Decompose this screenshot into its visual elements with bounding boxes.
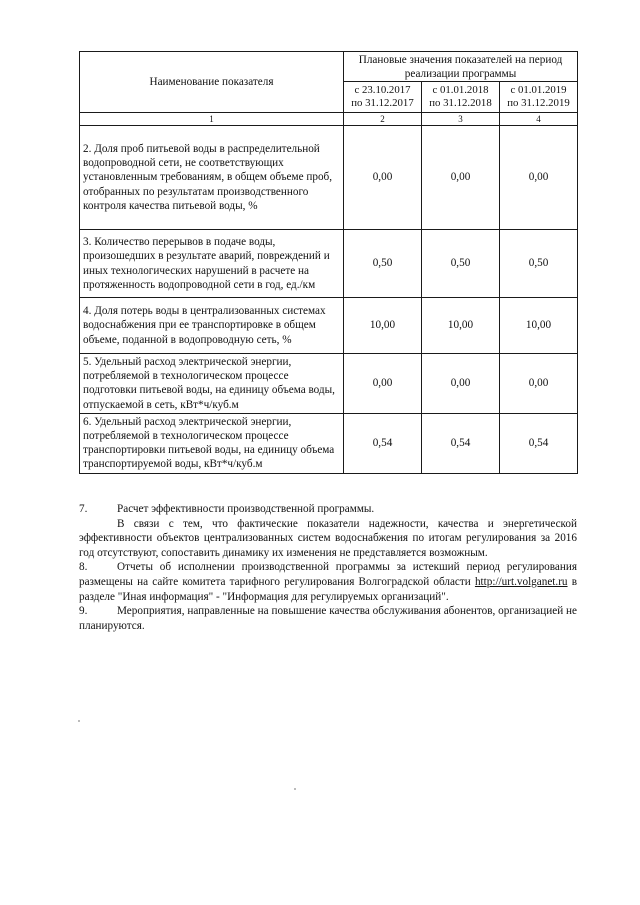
header-indicator-name: Наименование показателя <box>80 52 344 113</box>
table-row <box>80 413 578 473</box>
table-header-row <box>80 52 578 82</box>
committee-website-link[interactable]: http://urt.volganet.ru <box>474 575 568 588</box>
section-title: Расчет эффективности производственной программы. <box>117 503 375 515</box>
period-end: по 31.12.2019 <box>507 97 570 109</box>
indicator-name: 6. Удельный расход электрической энергии, потребляемой в технологическом процессе транспортировки питьевой воды, на единицу объема транспортируемой воды, кВт*ч/куб.м <box>80 413 344 473</box>
indicator-name: 3. Количество перерывов в подаче воды, произошедших в результате аварий, повреждений и иных технологических нарушений в расчете на протяженность водопроводной сети в год, ед./км <box>80 230 344 298</box>
section-number: 8. <box>79 561 88 574</box>
indicator-name: 2. Доля проб питьевой воды в распределительной водопроводной сети, не соответствующих установленным требованиям, в общем объеме проб, отобранных по результатам производственного контроля качества питьевой воды, % <box>80 126 344 230</box>
column-number: 1 <box>80 113 344 126</box>
period-start: с 01.01.2019 <box>510 84 567 96</box>
indicator-name: 4. Доля потерь воды в централизованных системах водоснабжения при ее транспортировке в общем объеме, поданной в водопроводную сеть, % <box>80 298 344 354</box>
indicators-table <box>79 51 578 474</box>
section-text: Отчеты об исполнении производственной программы за истекший период регулирования размещены на сайте комитета тарифного регулирования Волгоградской области <box>79 561 577 588</box>
header-period-2019 <box>500 82 578 113</box>
section-text: Мероприятия, направленные на повышение качества обслуживания абонентов, организацией не планируются. <box>79 605 577 632</box>
document-body-text <box>79 502 577 633</box>
scan-speck <box>294 788 296 790</box>
header-plan-values: Плановые значения показателей на период реализации программы <box>344 52 578 82</box>
section-8-paragraph <box>79 560 577 604</box>
indicator-value: 0,00 <box>422 126 500 230</box>
indicator-value: 0,00 <box>422 354 500 414</box>
section-number: 7. <box>79 503 88 515</box>
indicator-value: 10,00 <box>500 298 578 354</box>
indicator-value: 0,50 <box>422 230 500 298</box>
header-period-2018 <box>422 82 500 113</box>
header-period-2017 <box>344 82 422 113</box>
indicator-value: 0,00 <box>344 126 422 230</box>
column-number: 2 <box>344 113 422 126</box>
section-9-paragraph <box>79 604 577 633</box>
indicator-value: 0,54 <box>422 413 500 473</box>
section-text: в разделе "Иная информация" - "Информация для регулируемых организаций". <box>79 575 577 603</box>
column-number: 3 <box>422 113 500 126</box>
indicator-value: 0,54 <box>344 413 422 473</box>
table-row <box>80 354 578 414</box>
table-row <box>80 230 578 298</box>
section-7-body: В связи с тем, что фактические показатели надежности, качества и энергетической эффективности объектов централизованных систем водоснабжения по итогам регулирования за 2016 год отсутствуют, сопоставить динамику их изменения не представляется возможным. <box>79 517 577 559</box>
indicator-value: 0,54 <box>500 413 578 473</box>
column-number: 4 <box>500 113 578 126</box>
section-number: 9. <box>79 605 88 618</box>
period-start: с 23.10.2017 <box>354 84 411 96</box>
column-number-row <box>80 113 578 126</box>
section-7-heading <box>79 502 577 517</box>
indicator-value: 0,00 <box>500 354 578 414</box>
table-row <box>80 126 578 230</box>
indicator-value: 0,50 <box>344 230 422 298</box>
indicator-value: 0,00 <box>500 126 578 230</box>
period-end: по 31.12.2018 <box>429 97 492 109</box>
indicator-value: 10,00 <box>422 298 500 354</box>
period-end: по 31.12.2017 <box>351 97 414 109</box>
scan-speck <box>78 720 80 722</box>
indicator-value: 0,00 <box>344 354 422 414</box>
indicator-value: 0,50 <box>500 230 578 298</box>
indicator-value: 10,00 <box>344 298 422 354</box>
period-start: с 01.01.2018 <box>432 84 489 96</box>
indicator-name: 5. Удельный расход электрической энергии, потребляемой в технологическом процессе подготовки питьевой воды, на единицу объема воды, отпускаемой в сеть, кВт*ч/куб.м <box>80 354 344 414</box>
table-row <box>80 298 578 354</box>
